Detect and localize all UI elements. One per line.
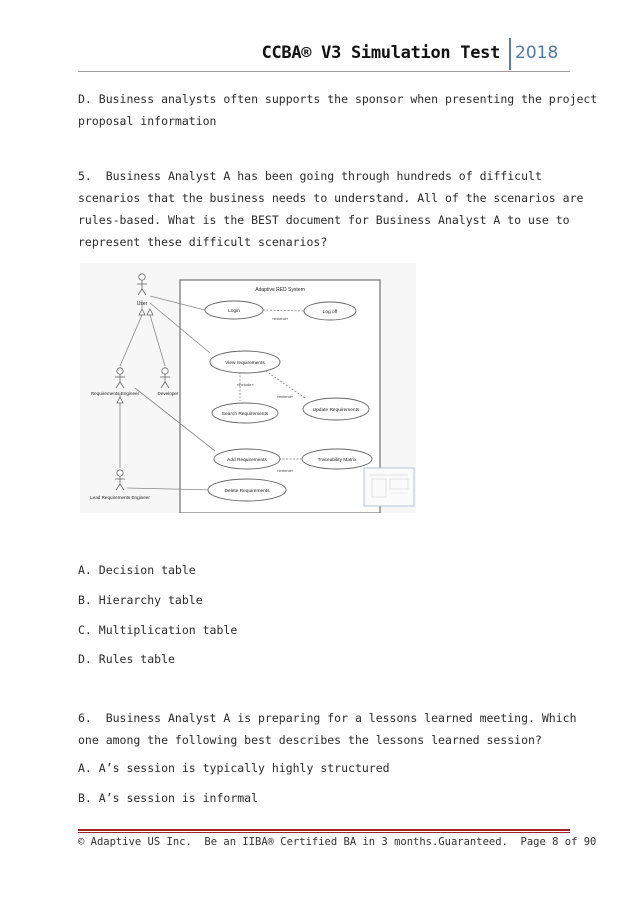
use-case-label-view-requirements: View requirements (225, 361, 265, 366)
q5-option-a: A. Decision table (78, 563, 196, 577)
generalization-arrows (117, 309, 153, 403)
actor-requirements-engineer-figure (115, 368, 125, 388)
prev-option-d-line1: D. Business analysts often supports the sponsor when presenting the project (78, 92, 598, 106)
actor-label-requirements-engineer: Requirements Engineer (90, 391, 140, 396)
use-case-label-log-off: Log off (322, 310, 338, 315)
q6-option-a: A. A’s session is typically highly structured (78, 761, 390, 775)
page-footer: © Adaptive US Inc. Be an IIBA® Certified BA in 3 months.Guaranteed. Page 8 of 90 (78, 836, 597, 848)
page-header (78, 38, 570, 70)
header-rule (78, 71, 570, 72)
question-6-line1: 6. Business Analyst A is preparing for a lessons learned meeting. Which (78, 711, 577, 725)
system-title: Adaptive RED System (255, 287, 305, 293)
question-5-line1: 5. Business Analyst A has been going through hundreds of difficult (78, 169, 542, 183)
header-separator (509, 38, 511, 70)
use-case-label-search-requirements: Search Requirements (221, 412, 269, 417)
footer-rule-thin (78, 832, 570, 833)
actor-label-developer: Developer (157, 391, 179, 396)
use-case-label-login: Login (228, 309, 240, 314)
prev-option-d-line2: proposal information (78, 114, 217, 128)
header-title: CCBA® V3 Simulation Test (261, 43, 500, 63)
relation-label-extend-1: «extend» (271, 316, 289, 321)
q5-option-c: C. Multiplication table (78, 623, 238, 637)
header-year: 2018 (515, 43, 559, 63)
q5-option-b: B. Hierarchy table (78, 593, 203, 607)
relation-label-include: «include» (236, 382, 254, 387)
use-case-label-add-requirements: Add Requirements (227, 458, 267, 463)
use-case-label-traceability-matrix: Traceability Matrix (317, 458, 357, 463)
question-5-line3: rules-based. What is the BEST document for Business Analyst A to use to (78, 213, 570, 227)
actor-lead-requirements-engineer-figure (115, 470, 125, 490)
footer-rule-thick (78, 829, 570, 831)
actor-user-figure (137, 274, 147, 295)
actor-label-lead-requirements-engineer: Lead Requirements Engineer (90, 495, 150, 500)
use-case-label-update-requirements: Update Requirements (312, 408, 360, 413)
question-5-line4: represent these difficult scenarios? (78, 235, 328, 249)
question-5-line2: scenarios that the business needs to understand. All of the scenarios are (78, 191, 584, 205)
q5-option-d: D. Rules table (78, 652, 175, 666)
q6-option-b: B. A’s session is informal (78, 791, 259, 805)
inset-thumbnail (364, 468, 414, 506)
question-6-line2: one among the following best describes the lessons learned session? (78, 733, 542, 747)
actor-developer-figure (160, 368, 170, 388)
actor-label-user: User (136, 301, 148, 307)
relation-label-extend-3: «extend» (276, 468, 294, 473)
use-case-label-delete-requirements: Delete Requirements (224, 489, 270, 494)
use-case-diagram-svg (80, 263, 416, 513)
relation-label-extend-2: «extend» (276, 394, 294, 399)
use-case-diagram (80, 263, 416, 513)
